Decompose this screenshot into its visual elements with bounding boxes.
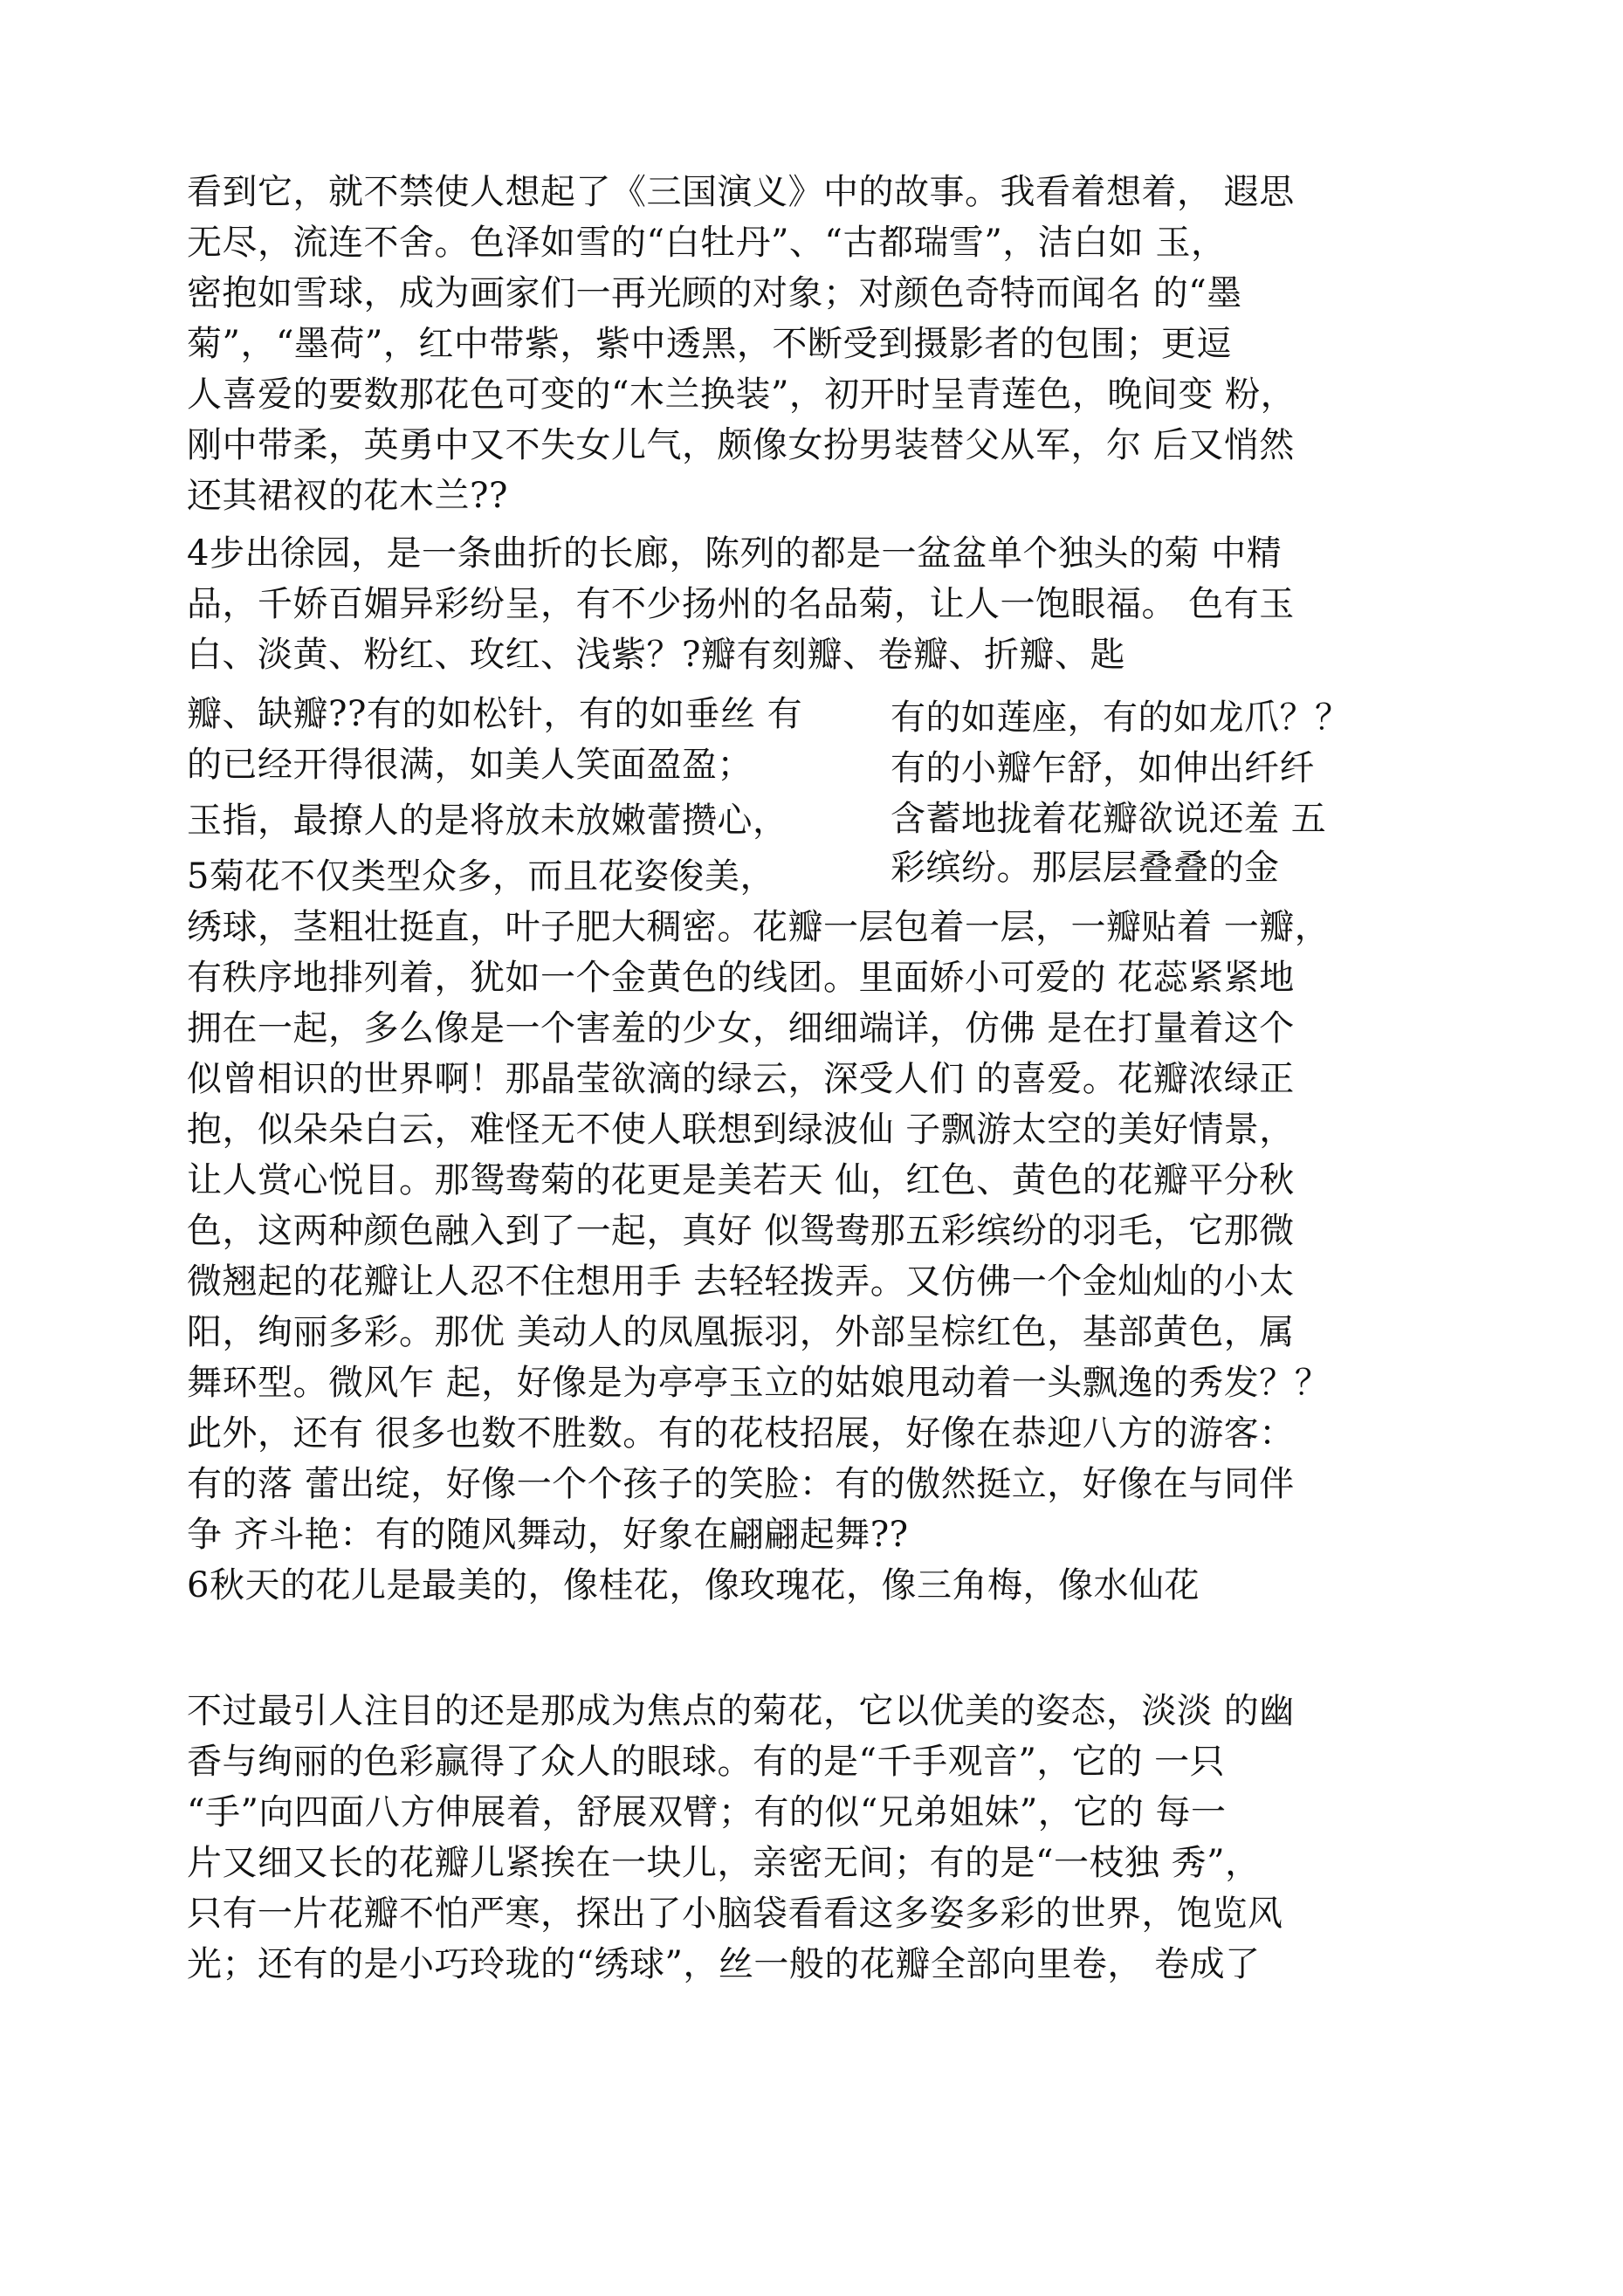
text-line: 拥在一起，多么像是一个害羞的少女，细细端详，仿佛 是在打量着这个 — [187, 1008, 1295, 1048]
text-line: 色，这两种颜色融入到了一起，真好 似鸳鸯那五彩缤纷的羽毛，它那微 — [187, 1211, 1295, 1251]
text-line: 有秩序地排列着，犹如一个金黄色的线团。里面娇小可爱的 花蕊紧紧地 — [187, 958, 1295, 998]
text-line: 抱，似朵朵白云，难怪无不使人联想到绿波仙 子飘游太空的美好情景， — [187, 1110, 1295, 1150]
text-line: 阳，绚丽多彩。那优 美动人的凤凰振羽，外部呈棕红色，基部黄色，属 — [187, 1312, 1295, 1352]
text-line: 人喜爱的要数那花色可变的“木兰换装”，初开时呈青莲色，晚间变 粉， — [187, 375, 1296, 415]
text-line-left: 瓣、缺瓣??有的如松针，有的如垂丝 有 — [187, 694, 803, 734]
text-line: 让人赏心悦目。那鸳鸯菊的花更是美若天 仙，红色、黄色的花瓣平分秋 — [187, 1160, 1295, 1200]
text-line-left: 5菊花不仅类型众多，而且花姿俊美， — [187, 856, 775, 897]
text-line: 品，千娇百媚异彩纷呈，有不少扬州的名品菊，让人一饱眼福。 色有玉 — [187, 584, 1295, 624]
text-line-right: 含蓄地拢着花瓣欲说还羞 五 — [891, 799, 1327, 839]
text-line: 6秋天的花儿是最美的，像桂花，像玫瑰花，像三角梅，像水仙花 — [187, 1565, 1200, 1605]
text-line: 舞环型。微风乍 起，好像是为亭亭玉立的姑娘甩动着一头飘逸的秀发？？ — [187, 1363, 1331, 1403]
text-line: 似曾相识的世界啊！那晶莹欲滴的绿云，深受人们 的喜爱。花瓣浓绿正 — [187, 1059, 1295, 1099]
text-line: 看到它，就不禁使人想起了《三国演义》中的故事。我看着想着， 遐思 — [187, 172, 1295, 212]
text-line-right: 彩缤纷。那层层叠叠的金 — [891, 848, 1280, 888]
text-line: 争 齐斗艳：有的随风舞动，好象在翩翩起舞?? — [187, 1515, 909, 1555]
text-line: 无尽，流连不舍。色泽如雪的“白牡丹”、“古都瑞雪”，洁白如 玉， — [187, 223, 1227, 263]
text-line: 香与绚丽的色彩赢得了众人的眼球。有的是“千手观音”，它的 一只 — [187, 1742, 1226, 1782]
text-line: 绣球，茎粗壮挺直，叶子肥大稠密。花瓣一层包着一层，一瓣贴着 一瓣， — [187, 907, 1331, 947]
text-line: 不过最引人注目的还是那成为焦点的菊花，它以优美的姿态，淡淡 的幽 — [187, 1691, 1295, 1731]
text-line: 密抱如雪球，成为画家们一再光顾的对象；对颜色奇特而闻名 的“墨 — [187, 273, 1242, 313]
text-line-left: 的已经开得很满，如美人笑面盈盈； — [187, 745, 753, 785]
text-line: 还其裙衩的花木兰?? — [187, 476, 508, 516]
text-line-right: 有的小瓣乍舒，如伸出纤纤 — [891, 748, 1315, 788]
text-line: 光；还有的是小巧玲珑的“绣球”，丝一般的花瓣全部向里卷， 卷成了 — [187, 1944, 1261, 1984]
text-line: 刚中带柔，英勇中又不失女儿气，颇像女扮男装替父从军，尔 后又悄然 — [187, 425, 1295, 465]
text-line: “手”向四面八方伸展着，舒展双臂；有的似“兄弟姐妹”，它的 每一 — [187, 1792, 1227, 1832]
text-line: 片又细又长的花瓣儿紧挨在一块儿，亲密无间；有的是“一枝独 秀”， — [187, 1843, 1261, 1883]
text-line: 有的落 蕾出绽，好像一个个孩子的笑脸：有的傲然挺立，好像在与同伴 — [187, 1464, 1295, 1504]
text-line: 此外，还有 很多也数不胜数。有的花枝招展，好像在恭迎八方的游客： — [187, 1413, 1295, 1454]
text-line: 白、淡黄、粉红、玫红、浅紫？?瓣有刻瓣、卷瓣、折瓣、匙 — [187, 635, 1125, 675]
text-line-left: 玉指，最撩人的是将放未放嫩蕾攒心， — [187, 801, 788, 841]
text-line: 只有一片花瓣不怕严寒，探出了小脑袋看看这多姿多彩的世界，饱览风 — [187, 1894, 1283, 1934]
text-line: 4步出徐园，是一条曲折的长廊，陈列的都是一盆盆单个独头的菊 中精 — [187, 533, 1283, 574]
text-line: 微翘起的花瓣让人忍不住想用手 去轻轻拨弄。又仿佛一个金灿灿的小太 — [187, 1261, 1295, 1302]
text-line-right: 有的如莲座，有的如龙爪？？ — [891, 698, 1351, 738]
text-line: 菊”，“墨荷”，红中带紫，紫中透黑，不断受到摄影者的包围；更逗 — [187, 324, 1232, 364]
